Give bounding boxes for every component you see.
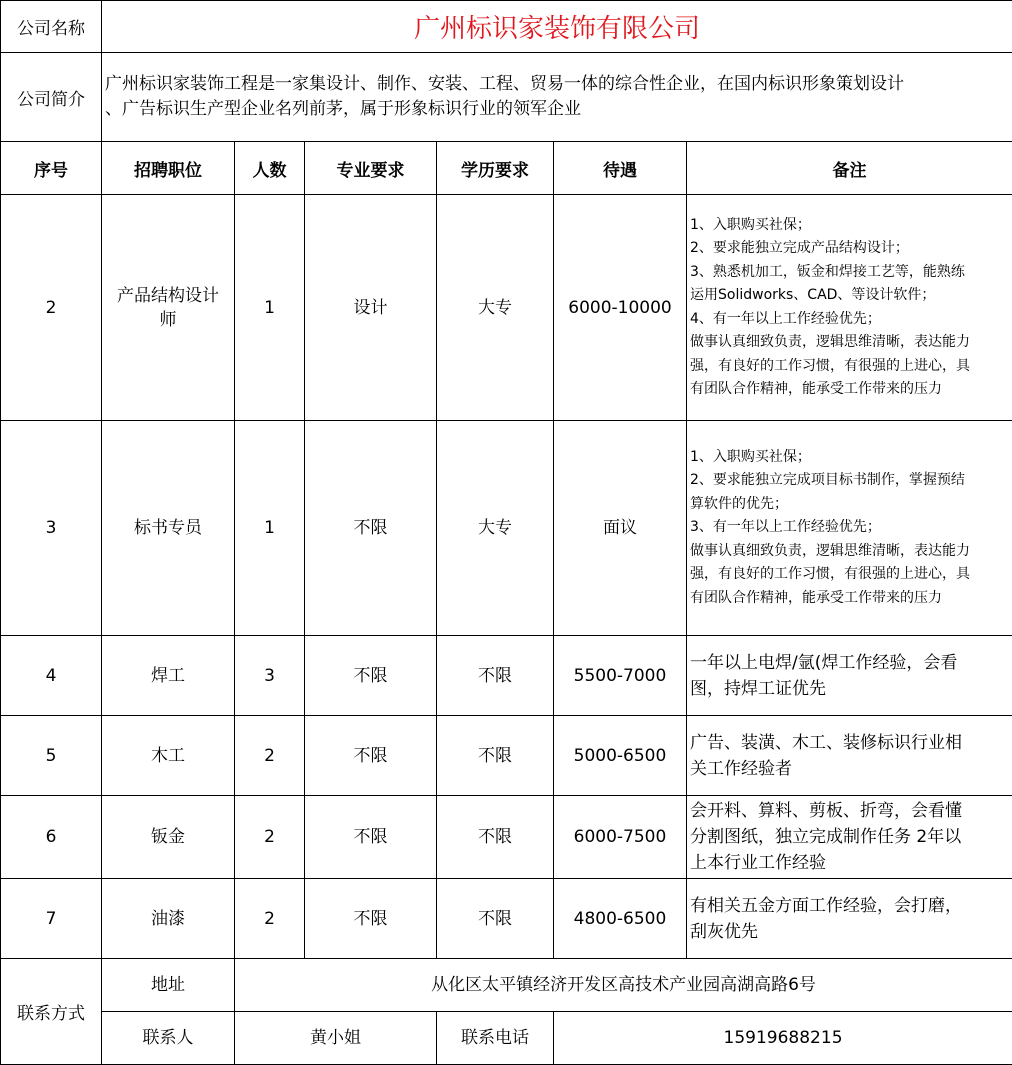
table-row — [1, 195, 1012, 421]
row-note — [687, 195, 1012, 421]
note-line: 3、熟悉机加工，钣金和焊接工艺等，能熟练 — [690, 261, 1010, 285]
header-salary: 待遇 — [554, 142, 687, 195]
row-major: 不限 — [305, 796, 437, 879]
row-salary: 6000-10000 — [554, 195, 687, 421]
note-line: 图，持焊工证优先 — [690, 676, 1010, 702]
row-salary: 5000-6500 — [554, 716, 687, 796]
row-position — [102, 716, 235, 796]
header-position: 招聘职位 — [102, 142, 235, 195]
header-major: 专业要求 — [305, 142, 437, 195]
header-no: 序号 — [1, 142, 102, 195]
row-major: 不限 — [305, 636, 437, 716]
row-education: 大专 — [437, 195, 554, 421]
position-line: 焊工 — [102, 664, 234, 688]
row-salary: 4800-6500 — [554, 879, 687, 959]
company-name: 广州标识家装饰有限公司 — [102, 1, 1012, 53]
position-line: 钣金 — [102, 825, 234, 849]
address-label: 地址 — [102, 959, 235, 1012]
note-line: 4、有一年以上工作经验优先； — [690, 308, 1010, 332]
contact-person-row — [1, 1012, 1012, 1065]
table-row — [1, 716, 1012, 796]
row-education: 不限 — [437, 636, 554, 716]
row-count: 2 — [235, 796, 305, 879]
header-education: 学历要求 — [437, 142, 554, 195]
row-no: 2 — [1, 195, 102, 421]
address-value: 从化区太平镇经济开发区高技术产业园高湖高路6号 — [235, 959, 1012, 1012]
note-line: 有相关五金方面工作经验，会打磨， — [690, 893, 1010, 919]
row-salary: 6000-7500 — [554, 796, 687, 879]
company-intro-row — [1, 53, 1012, 142]
row-salary: 面议 — [554, 421, 687, 636]
row-note — [687, 636, 1012, 716]
note-line: 上本行业工作经验 — [690, 850, 1010, 876]
header-note: 备注 — [687, 142, 1012, 195]
row-count: 1 — [235, 195, 305, 421]
row-count: 2 — [235, 716, 305, 796]
row-education: 不限 — [437, 796, 554, 879]
note-line: 刮灰优先 — [690, 919, 1010, 945]
company-name-row — [1, 1, 1012, 53]
row-no: 3 — [1, 421, 102, 636]
position-line: 标书专员 — [102, 516, 234, 540]
row-major: 不限 — [305, 879, 437, 959]
table-row — [1, 796, 1012, 879]
row-salary: 5500-7000 — [554, 636, 687, 716]
intro-line: 广州标识家装饰工程是一家集设计、制作、安装、工程、贸易一体的综合性企业，在国内标识形象策划设计 — [105, 72, 1010, 97]
row-position — [102, 421, 235, 636]
row-note — [687, 421, 1012, 636]
note-line: 关工作经验者 — [690, 756, 1010, 782]
row-no: 4 — [1, 636, 102, 716]
note-line: 一年以上电焊/氩(焊工作经验，会看 — [690, 650, 1010, 676]
row-count: 3 — [235, 636, 305, 716]
note-line: 强，有良好的工作习惯，有很强的上进心，具 — [690, 355, 1010, 379]
note-line: 有团队合作精神，能承受工作带来的压力 — [690, 378, 1010, 402]
row-education: 不限 — [437, 879, 554, 959]
intro-line: 、广告标识生产型企业名列前茅，属于形象标识行业的领军企业 — [105, 97, 1010, 122]
row-note — [687, 879, 1012, 959]
row-no: 7 — [1, 879, 102, 959]
position-line: 产品结构设计 — [102, 284, 234, 308]
header-count: 人数 — [235, 142, 305, 195]
row-position — [102, 636, 235, 716]
row-note — [687, 796, 1012, 879]
contact-person-value: 黄小姐 — [235, 1012, 437, 1065]
note-line: 2、要求能独立完成产品结构设计； — [690, 237, 1010, 261]
note-line: 会开料、算料、剪板、折弯，会看懂 — [690, 798, 1010, 824]
row-major: 不限 — [305, 716, 437, 796]
position-line: 师 — [102, 308, 234, 332]
position-line: 木工 — [102, 744, 234, 768]
contact-person-label: 联系人 — [102, 1012, 235, 1065]
row-education: 大专 — [437, 421, 554, 636]
row-position — [102, 879, 235, 959]
note-line: 广告、装潢、木工、装修标识行业相 — [690, 730, 1010, 756]
table-row — [1, 879, 1012, 959]
row-position — [102, 195, 235, 421]
contact-label: 联系方式 — [1, 959, 102, 1065]
row-education: 不限 — [437, 716, 554, 796]
company-intro — [102, 53, 1012, 142]
note-line: 强，有良好的工作习惯，有很强的上进心，具 — [690, 563, 1010, 587]
company-intro-label: 公司简介 — [1, 53, 102, 142]
contact-address-row — [1, 959, 1012, 1012]
row-no: 5 — [1, 716, 102, 796]
note-line: 运用Solidworks、CAD、等设计软件； — [690, 284, 1010, 308]
position-line: 油漆 — [102, 907, 234, 931]
table-row — [1, 421, 1012, 636]
table-row — [1, 636, 1012, 716]
row-note — [687, 716, 1012, 796]
note-line: 2、要求能独立完成项目标书制作，掌握预结 — [690, 469, 1010, 493]
note-line: 1、入职购买社保； — [690, 214, 1010, 238]
company-name-label: 公司名称 — [1, 1, 102, 53]
row-count: 1 — [235, 421, 305, 636]
note-line: 做事认真细致负责，逻辑思维清晰，表达能力 — [690, 540, 1010, 564]
note-line: 1、入职购买社保； — [690, 446, 1010, 470]
note-line: 算软件的优先； — [690, 493, 1010, 517]
contact-phone-value: 15919688215 — [554, 1012, 1012, 1065]
row-count: 2 — [235, 879, 305, 959]
contact-phone-label: 联系电话 — [437, 1012, 554, 1065]
note-line: 3、有一年以上工作经验优先； — [690, 516, 1010, 540]
row-position — [102, 796, 235, 879]
row-no: 6 — [1, 796, 102, 879]
note-line: 有团队合作精神，能承受工作带来的压力 — [690, 587, 1010, 611]
row-major: 不限 — [305, 421, 437, 636]
header-row — [1, 142, 1012, 195]
row-major: 设计 — [305, 195, 437, 421]
note-line: 做事认真细致负责，逻辑思维清晰，表达能力 — [690, 331, 1010, 355]
note-line: 分割图纸，独立完成制作任务 2年以 — [690, 824, 1010, 850]
